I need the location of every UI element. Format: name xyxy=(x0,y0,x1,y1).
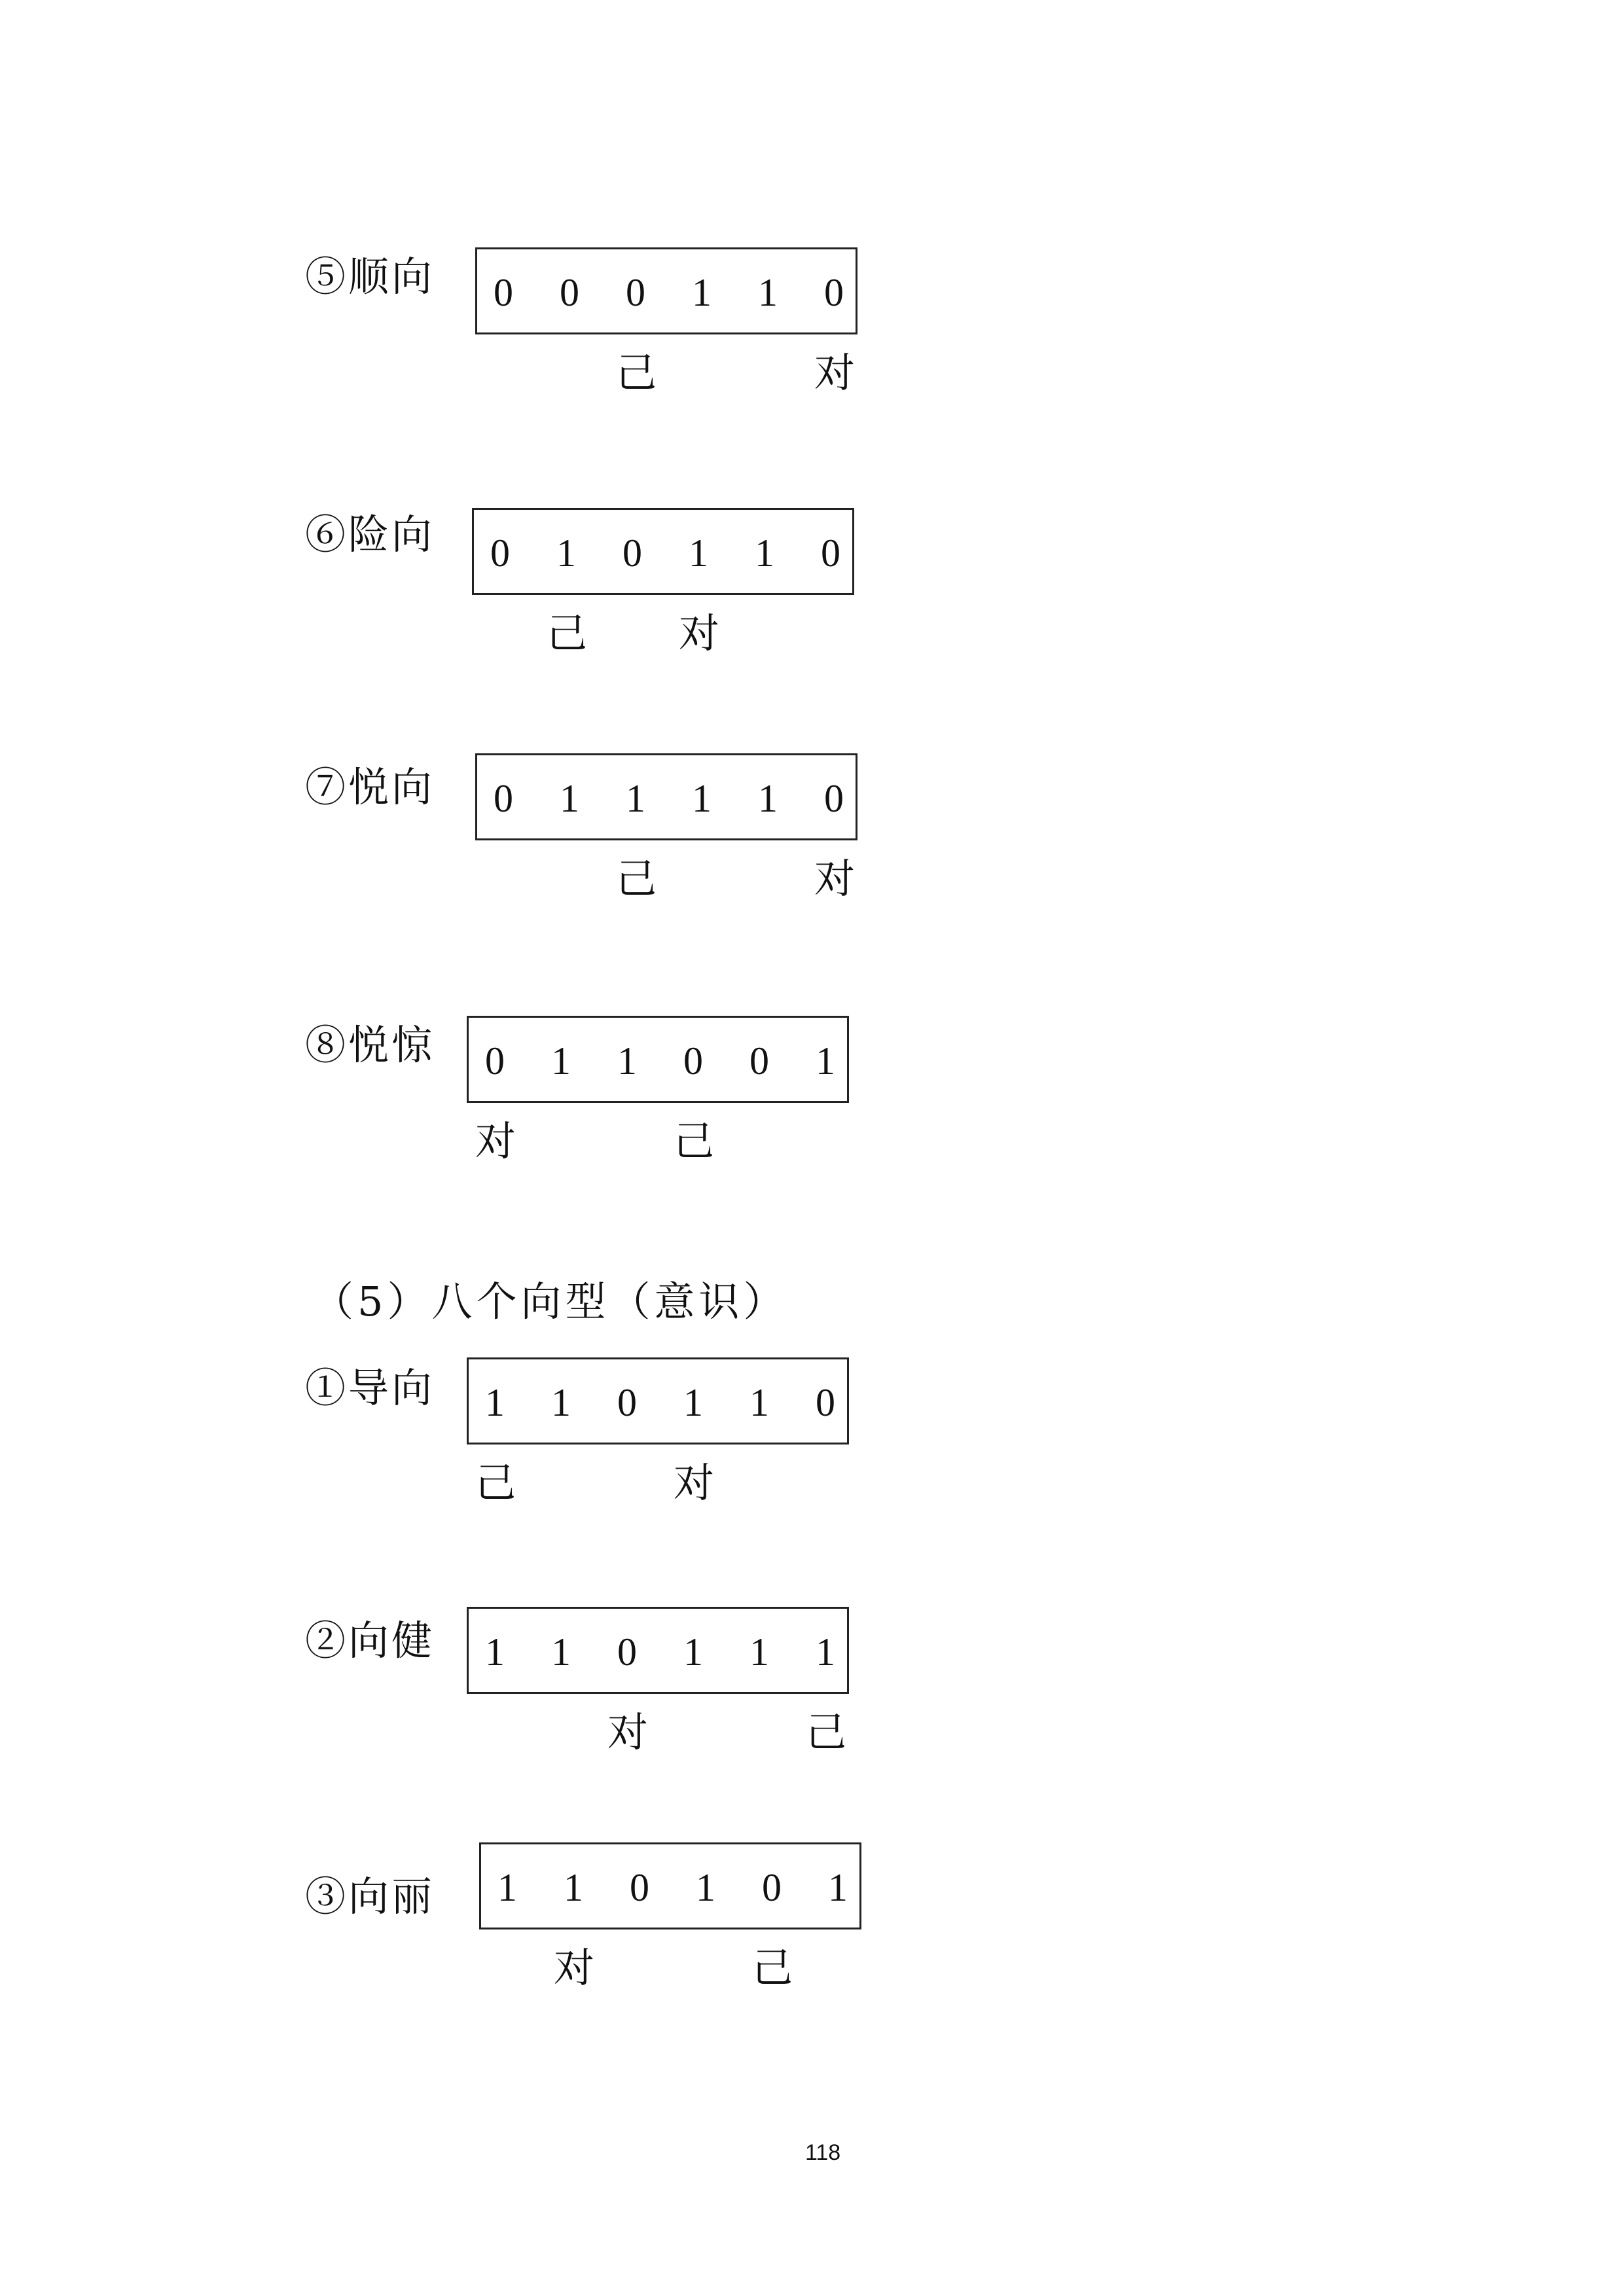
bit-digit: 0 xyxy=(821,531,840,575)
opposite-marker: 对 xyxy=(814,855,855,903)
row-label: ⑧悦惊 xyxy=(305,1021,435,1069)
bit-digit: 0 xyxy=(623,531,642,575)
bit-digit: 1 xyxy=(692,777,712,820)
row-label: ①导向 xyxy=(305,1364,435,1412)
bit-digit: 1 xyxy=(816,1039,835,1083)
row-label: ⑥险向 xyxy=(305,511,435,558)
self-marker: 己 xyxy=(805,1708,846,1756)
self-marker: 己 xyxy=(615,855,657,903)
opposite-marker: 对 xyxy=(475,1117,516,1165)
bit-digit: 1 xyxy=(485,1381,505,1424)
bit-digit: 0 xyxy=(749,1039,769,1083)
bit-box xyxy=(472,508,854,595)
bit-digit: 0 xyxy=(617,1630,637,1674)
self-marker: 己 xyxy=(615,349,657,397)
bit-digit: 0 xyxy=(494,777,513,820)
bit-digit: 1 xyxy=(758,271,778,314)
row-label: ③向丽 xyxy=(305,1873,435,1920)
bit-digit: 0 xyxy=(485,1039,505,1083)
self-marker: 己 xyxy=(673,1117,714,1165)
bit-digit: 1 xyxy=(758,777,778,820)
bit-digit: 0 xyxy=(490,531,510,575)
self-marker: 己 xyxy=(751,1944,793,1992)
bit-digit: 1 xyxy=(560,777,579,820)
bit-box xyxy=(475,247,857,334)
bit-digit: 1 xyxy=(564,1866,583,1909)
bit-digit: 1 xyxy=(828,1866,848,1909)
bit-digit: 1 xyxy=(551,1381,571,1424)
bit-digit: 1 xyxy=(755,531,774,575)
bit-digit: 0 xyxy=(762,1866,782,1909)
bit-box xyxy=(467,1357,849,1444)
opposite-marker: 对 xyxy=(607,1708,648,1756)
page-number: 118 xyxy=(805,2140,841,2165)
bit-digit: 0 xyxy=(630,1866,649,1909)
bit-box xyxy=(467,1016,849,1103)
row-label: ⑦悦向 xyxy=(305,763,435,811)
row-label: ⑤顺向 xyxy=(305,253,435,300)
bit-digit: 1 xyxy=(556,531,576,575)
bit-box xyxy=(479,1842,861,1929)
bit-digit: 1 xyxy=(497,1866,517,1909)
self-marker: 己 xyxy=(475,1459,516,1507)
bit-box xyxy=(475,753,857,840)
bit-digit: 0 xyxy=(617,1381,637,1424)
bit-digit: 0 xyxy=(494,271,513,314)
bit-digit: 1 xyxy=(692,271,712,314)
bit-digit: 1 xyxy=(689,531,708,575)
opposite-marker: 对 xyxy=(673,1459,714,1507)
bit-digit: 1 xyxy=(749,1381,769,1424)
opposite-marker: 对 xyxy=(814,349,855,397)
bit-digit: 1 xyxy=(683,1381,703,1424)
row-label: ②向健 xyxy=(305,1617,435,1664)
bit-digit: 0 xyxy=(626,271,645,314)
bit-digit: 1 xyxy=(749,1630,769,1674)
opposite-marker: 对 xyxy=(678,609,719,657)
bit-digit: 1 xyxy=(551,1039,571,1083)
opposite-marker: 对 xyxy=(553,1944,594,1992)
bit-digit: 0 xyxy=(683,1039,703,1083)
bit-digit: 1 xyxy=(485,1630,505,1674)
bit-digit: 1 xyxy=(626,777,645,820)
bit-box xyxy=(467,1607,849,1694)
bit-digit: 0 xyxy=(816,1381,835,1424)
bit-digit: 0 xyxy=(560,271,579,314)
bit-digit: 0 xyxy=(824,271,844,314)
section-heading: （5）八个向型（意识） xyxy=(313,1278,788,1325)
bit-digit: 1 xyxy=(683,1630,703,1674)
self-marker: 己 xyxy=(546,609,587,657)
bit-digit: 1 xyxy=(816,1630,835,1674)
bit-digit: 0 xyxy=(824,777,844,820)
bit-digit: 1 xyxy=(551,1630,571,1674)
bit-digit: 1 xyxy=(617,1039,637,1083)
bit-digit: 1 xyxy=(696,1866,715,1909)
